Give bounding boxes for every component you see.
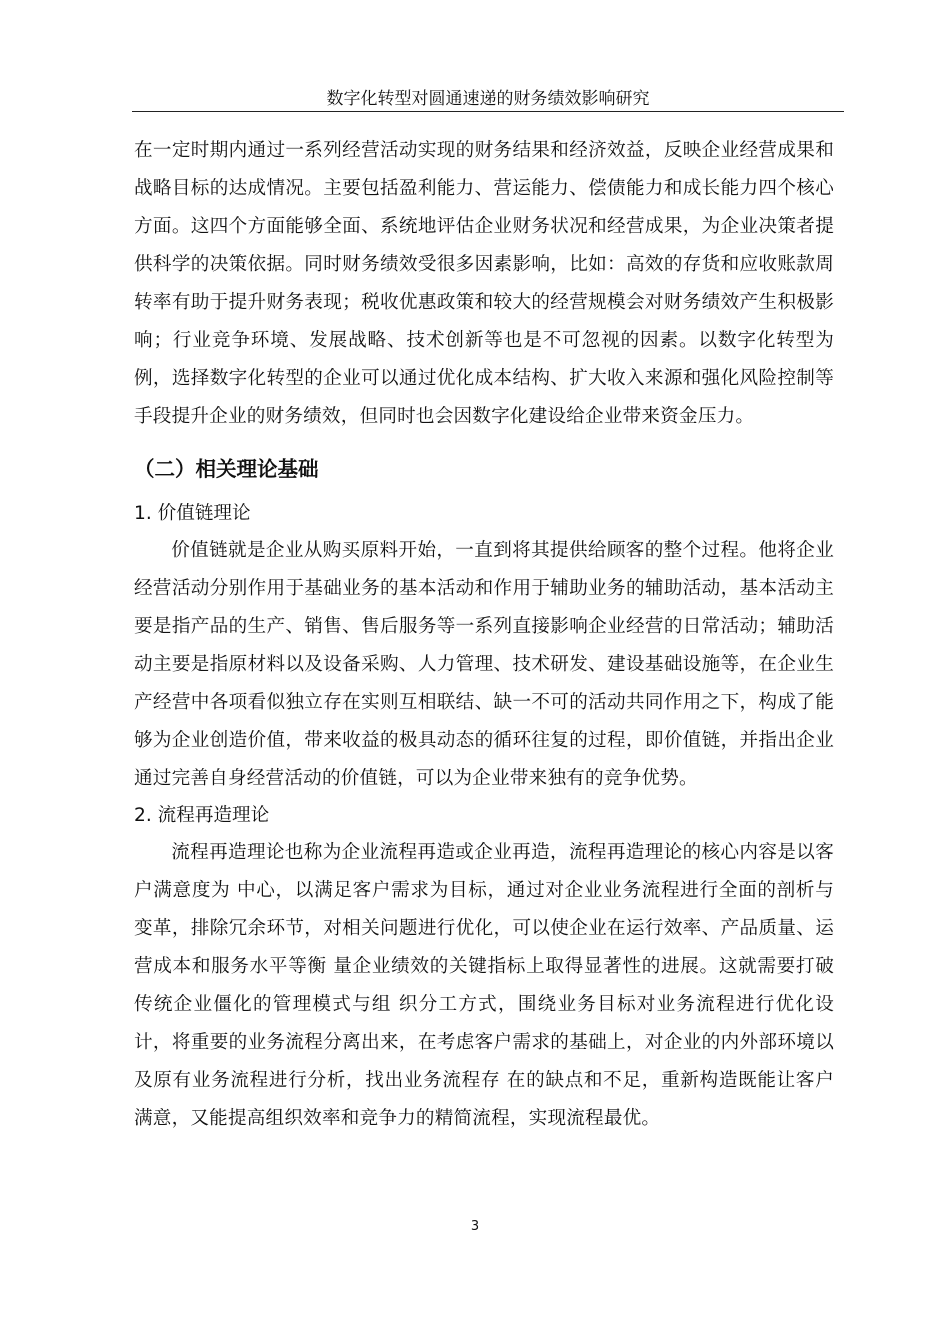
header-divider — [132, 111, 844, 112]
page-number: 3 — [470, 1219, 480, 1234]
running-header: 数字化转型对圆通速递的财务绩效影响研究 — [326, 89, 650, 109]
intro-paragraph: 在一定时期内通过一系列经营活动实现的财务结果和经济效益，反映企业经营成果和战略目标的达成情况。主要包括盈利能力、营运能力、偿债能力和成长能力四个核心方面。这四个方面能够全面、系统地评估企业财务状况和经营成果，为企业决策者提供科学的决策依据。同时财务绩效受很多因素影响，比如：高效的存货和应收账款周转率有助于提升财务表现；税收优惠政策和较大的经营规模会对财务绩效产生积极影响；行业竞争环境、发展战略、技术创新等也是不可忽视的因素。以数字化转型为例，选择数字化转型的企业可以通过优化成本结构、扩大收入来源和强化风险控制等手段提升企业的财务绩效，但同时也会因数字化建设给企业带来资金压力。 — [134, 140, 834, 427]
paragraph-value-chain: 价值链就是企业从购买原料开始，一直到将其提供给顾客的整个过程。他将企业经营活动分别作用于基础业务的基本活动和作用于辅助业务的辅助活动，基本活动主要是指产品的生产、销售、售后服务等一系列直接影响企业经营的日常活动；辅助活动主要是指原材料以及设备采购、人力管理、技术研发、建设基础设施等，在企业生产经营中各项看似独立存在实则互相联结、缺一不可的活动共同作用之下，构成了能够为企业创造价值，带来收益的极具动态的循环往复的过程，即价值链，并指出企业通过完善自身经营活动的价值链，可以为企业带来独有的竞争优势。 — [134, 540, 834, 789]
section-title: （二）相关理论基础 — [134, 457, 319, 481]
page-body — [134, 132, 834, 1138]
subsection-title-value-chain: 1. 价值链理论 — [134, 503, 251, 524]
subsection-title-process-reengineering: 2. 流程再造理论 — [134, 805, 270, 826]
paragraph-process-reengineering: 流程再造理论也称为企业流程再造或企业再造，流程再造理论的核心内容是以客户满意度为 中心，以满足客户需求为目标，通过对企业业务流程进行全面的剖析与变革，排除冗余环节，对相关问题进行优化，可以使企业在运行效率、产品质量、运营成本和服务水平等衡 量企业绩效的关键指标上取得显著性的进展。这就需要打破传统企业僵化的管理模式与组 织分工方式，围绕业务目标对业务流程进行优化设计，将重要的业务流程分离出来，在考虑客户需求的基础上，对企业的内外部环境以及原有业务流程进行分析，找出业务流程存 在的缺点和不足，重新构造既能让客户满意，又能提高组织效率和竞争力的精简流程，实现流程最优。 — [134, 842, 834, 1129]
